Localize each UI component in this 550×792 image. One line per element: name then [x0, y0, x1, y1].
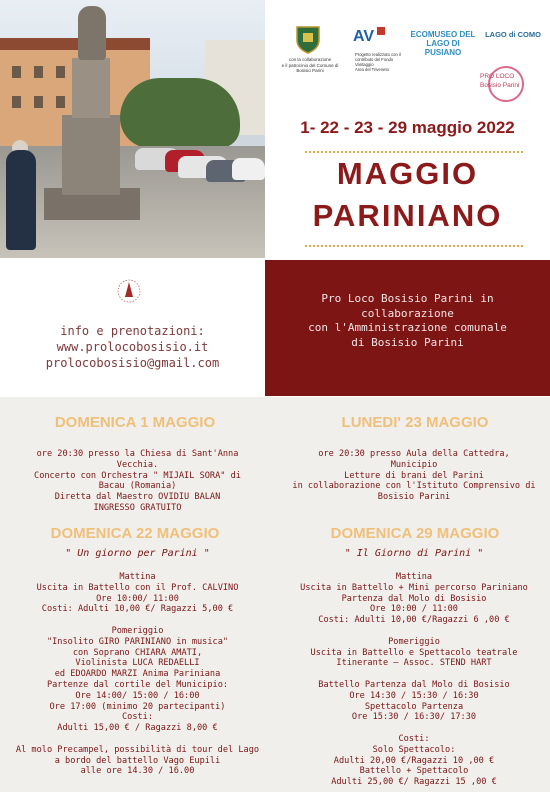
parini-emblem-icon [114, 276, 144, 306]
email-link[interactable]: prolocobosisio@gmail.com [45, 356, 220, 370]
event-dates: 1- 22 - 23 - 29 maggio 2022 [300, 118, 515, 137]
photo-window [56, 66, 65, 78]
day-details-23-maggio: ore 20:30 presso Aula della Cattedra, Municipio Letture di brani del Parini in collaborazione con l'Istituto Comprensivo di Bosisio Parini [292, 449, 536, 503]
dotted-divider [305, 245, 523, 247]
monument-statue [78, 6, 106, 60]
lago-como-logo: LAGO di COMO [485, 30, 541, 39]
monument-column [72, 58, 110, 118]
day-subtitle-22-maggio: " Un giorno per Parini " [65, 548, 210, 559]
svg-text:AV: AV [353, 28, 375, 45]
photo-car [232, 158, 265, 180]
photo-trees [120, 78, 240, 148]
photo-window [34, 96, 43, 108]
day-heading-23-maggio: LUNEDI' 23 MAGGIO [341, 414, 489, 431]
website-link[interactable]: www.prolocobosisio.it [56, 340, 209, 354]
day-details-22-maggio: Mattina Uscita in Battello con il Prof. CALVINO Ore 10:00/ 11:00 Costi: Adulti 10,00 €/ Ragazzi 5,00 € Pomeriggio "Insolito GIRO PARINIANO in musica" con Soprano CHIARA AMATI, Violinista LUCA REDAELLI ed EDOARDO MARZI Anima Pariniana Partenze dal cortile del Municipio: Ore 14:00/ 15:00 / 16:00 Ore 17:00 (minimo 20 partecipanti) Costi: Adulti 15,00 € / Ragazzi 8,00 € Al molo Precampel, possibilità di tour del Lago a bordo del battello Vago Eupili alle ore 14.30 / 16.00 [15, 572, 260, 777]
day-details-1-maggio: ore 20:30 presso la Chiesa di Sant'Anna Vecchia. Concerto con Orchestra " MIJAIL SORA" di Bacau (Romania) Diretta dal Maestro OVIDIU BALAN INGRESSO GRATUITO [34, 449, 241, 513]
photo-window [12, 66, 21, 78]
day-heading-22-maggio: DOMENICA 22 MAGGIO [50, 525, 220, 542]
photo-window [12, 96, 21, 108]
day-details-29-maggio: Mattina Uscita in Battello + Mini percorso Pariniano Partenza dal Molo di Bosisio Ore 10:00 / 11:00 Costi: Adulti 10,00 €/Ragazzi 6 ,00 € Pomeriggio Uscita in Battello e Spettacolo teatrale Itinerante — Assoc. STEND HART Battello Partenza dal Molo di Bosisio Ore 14:30 / 15:30 / 16:30 Spettacolo Partenza Ore 15:30 / 16:30/ 17:30 Costi: Solo Spettacolo: Adulti 20,00 €/Ragazzi 10 ,00 € Battello + Spettacolo Adulti 25,00 €/ Ragazzi 15 ,00 € [300, 572, 528, 788]
dotted-divider [305, 151, 523, 153]
photo-window [56, 96, 65, 108]
day-heading-1-maggio: DOMENICA 1 MAGGIO [54, 414, 216, 431]
fondazione-logo-icon [352, 24, 386, 46]
page-title-line2: PARINIANO [312, 198, 503, 233]
monument-pedestal [62, 115, 120, 195]
lago-pusiano-logo: ECOMUSEO DEL LAGO DI PUSIANO [410, 30, 476, 57]
contact-label: info e prenotazioni: [60, 324, 205, 338]
hero-photo [0, 0, 265, 258]
page-title-line1: MAGGIO [336, 156, 479, 191]
comune-crest-icon [293, 24, 323, 54]
photo-window [34, 66, 43, 78]
person-figure [6, 150, 36, 250]
organizer-text: Pro Loco Bosisio Parini in collaborazione con l'Amministrazione comunale di Bosisio Parini [308, 292, 507, 349]
proloco-logo: PRO LOCO Bosisio Parini [480, 73, 520, 89]
comune-caption: con la collaborazione e il patrocinio del Comune di Bosisio Parini [281, 57, 339, 73]
fondazione-caption: Progetto realizzato con il contributo del Fondo Vantaggio Area del Triveneto [355, 52, 401, 72]
day-subtitle-29-maggio: " Il Giorno di Parini " [344, 548, 484, 559]
day-heading-29-maggio: DOMENICA 29 MAGGIO [330, 525, 500, 542]
photo-roof [0, 38, 150, 50]
